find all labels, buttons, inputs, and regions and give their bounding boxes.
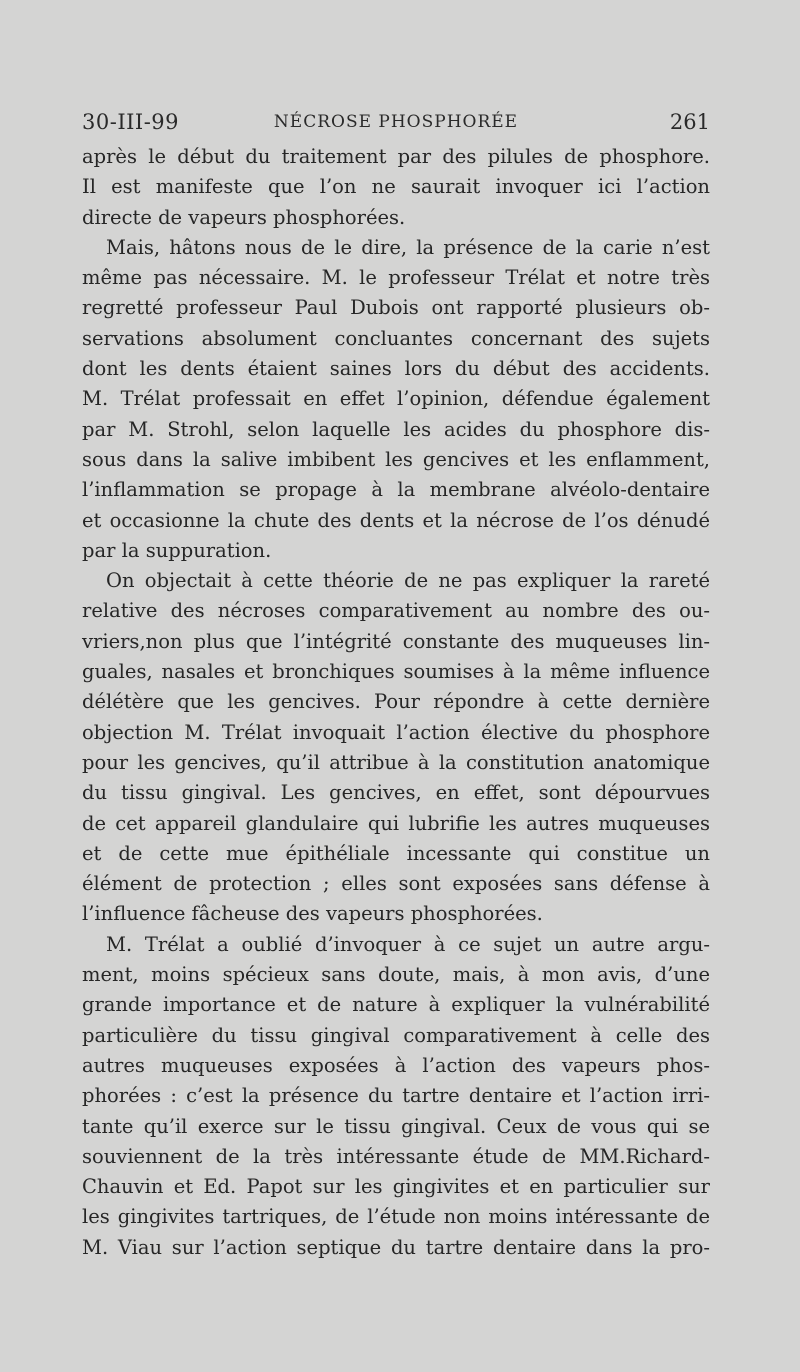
text-line: servations absolument concluantes concernant des sujets (82, 326, 710, 350)
body-text (82, 142, 710, 1263)
header-date: 30-III-99 (82, 110, 180, 134)
text-line: même pas nécessaire. M. le professeur Trélat et notre très (82, 266, 710, 290)
text-line: sous dans la salive imbibent les gencives et les enflamment, (82, 447, 710, 471)
page-number: 261 (669, 110, 710, 134)
text-line: souviennent de la très intéressante étude de MM.Richard- (82, 1144, 710, 1168)
text-line: relative des nécroses comparativement au nombre des ou- (82, 599, 710, 623)
text-line: Mais, hâtons nous de le dire, la présence de la carie n’est (106, 235, 710, 259)
text-line: objection M. Trélat invoquait l’action élective du phosphore (82, 720, 710, 744)
text-line: délétère que les gencives. Pour répondre à cette dernière (82, 690, 710, 714)
text-line: de cet appareil glandulaire qui lubrifie les autres muqueuses (82, 811, 710, 835)
text-line: M. Trélat a oublié d’invoquer à ce sujet un autre argu- (106, 932, 710, 956)
text-line: tante qu’il exerce sur le tissu gingival. Ceux de vous qui se (82, 1114, 710, 1138)
text-line: élément de protection ; elles sont exposées sans défense à (82, 872, 710, 896)
text-line: autres muqueuses exposées à l’action des vapeurs phos- (82, 1053, 710, 1077)
text-line: phorées : c’est la présence du tartre dentaire et l’action irri- (82, 1084, 710, 1108)
text-line: par la suppuration. (82, 538, 272, 562)
text-line: et occasionne la chute des dents et la nécrose de l’os dénudé (82, 508, 710, 532)
text-line: après le début du traitement par des pilules de phosphore. (82, 145, 710, 168)
text-line: particulière du tissu gingival comparativement à celle des (82, 1023, 710, 1047)
text-line: pour les gencives, qu’il attribue à la constitution anatomique (82, 750, 710, 774)
text-line: regretté professeur Paul Dubois ont rapporté plusieurs ob- (82, 296, 710, 320)
text-line: guales, nasales et bronchiques soumises à la même influence (82, 660, 710, 684)
text-line: M. Trélat professait en effet l’opinion, défendue également (82, 387, 710, 411)
text-line: On objectait à cette théorie de ne pas expliquer la rareté (106, 569, 710, 593)
text-line: et de cette mue épithéliale incessante qui constitue un (82, 841, 710, 865)
text-line: M. Viau sur l’action septique du tartre dentaire dans la pro- (82, 1235, 710, 1259)
text-line: directe de vapeurs phosphorées. (82, 205, 406, 229)
text-line: par M. Strohl, selon laquelle les acides du phosphore dis- (82, 417, 710, 441)
text-line: Chauvin et Ed. Papot sur les gingivites et en particulier sur (82, 1175, 710, 1199)
text-line: vriers,non plus que l’intégrité constante des muqueuses lin- (82, 629, 710, 653)
text-line: les gingivites tartriques, de l’étude non moins intéressante de (82, 1205, 710, 1229)
text-line: Il est manifeste que l’on ne saurait invoquer ici l’action (82, 175, 710, 199)
text-line: ment, moins spécieux sans doute, mais, à mon avis, d’une (82, 963, 710, 987)
running-header (82, 110, 710, 140)
text-line: l’influence fâcheuse des vapeurs phosphorées. (82, 902, 543, 926)
header-title: NÉCROSE PHOSPHORÉE (273, 112, 519, 132)
text-line: grande importance et de nature à expliquer la vulnérabilité (82, 993, 710, 1017)
text-line: dont les dents étaient saines lors du début des accidents. (82, 357, 710, 381)
text-line: l’inflammation se propage à la membrane alvéolo-dentaire (82, 478, 710, 502)
text-line: du tissu gingival. Les gencives, en effet, sont dépourvues (82, 781, 710, 805)
